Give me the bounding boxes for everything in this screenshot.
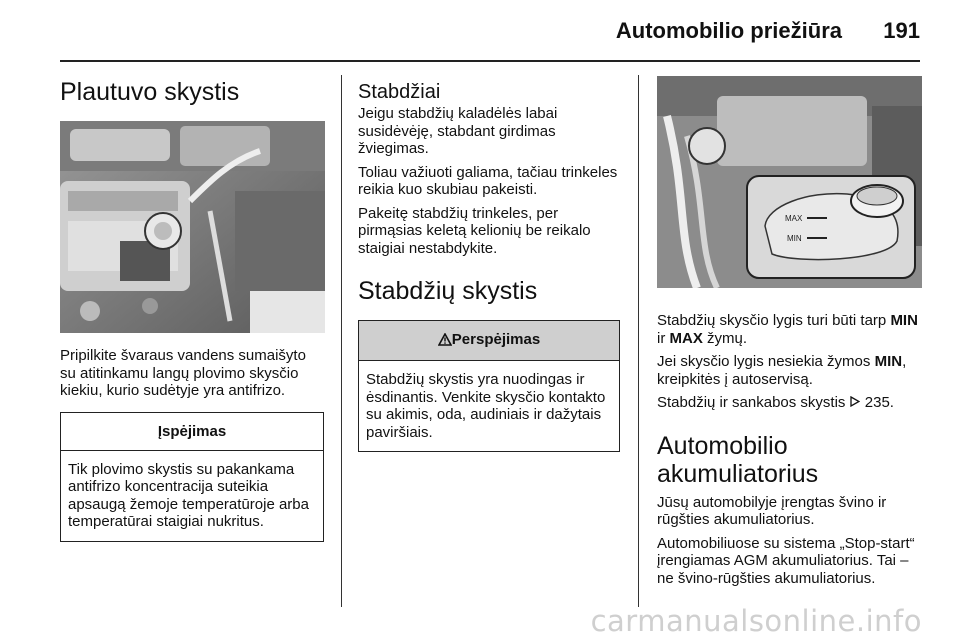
paragraph-brake-noise: Jeigu stabdžių kaladėlės labai susidėvėję, stabdant girdimas žviegimas. (358, 105, 558, 157)
notice-box (60, 412, 324, 542)
warning-body: Stabdžių skystis yra nuodingas ir ėsdinantis. Venkite skysčio kontakto su akimis, oda, audiniais ir dažytais paviršiais. (366, 371, 606, 441)
section-title-brake-fluid: Stabdžių skystis (358, 277, 538, 305)
notice-body: Tik plovimo skystis su pakankama antifrizo koncentracija suteikia apsaugą žemoje temperatūroje arba temperatūrai staigiai nukritus. (68, 460, 309, 530)
section-title-washer-fluid: Plautuvo skystis (60, 78, 240, 106)
running-header-title: Automobilio priežiūra (615, 18, 842, 43)
paragraph-fluid-ref (657, 394, 922, 412)
text-fluid-ref: Stabdžių ir sankabos skystis (657, 394, 850, 411)
page-reference-icon (850, 394, 861, 412)
text-below-pre: Jei skysčio lygis nesiekia žymos (657, 353, 875, 370)
brake-fluid-reservoir-photo (657, 76, 922, 288)
text-fluid-ref-page: 235. (860, 394, 894, 411)
warning-box (358, 320, 620, 452)
warning-header (359, 321, 619, 361)
section-title-battery: Automobilio akumuliatorius (657, 431, 819, 488)
paragraph-battery-type: Jūsų automobilyje įrengtas švino ir rūgšties akumuliatorius. (657, 493, 887, 528)
warning-title: Perspėjimas (451, 331, 541, 348)
paragraph-level-between (657, 312, 922, 347)
paragraph-battery-agm: Automobiliuose su sistema „Stop-start“ įrengiamas AGM akumuliatorius. Tai – ne švino-rūgšties akumuliatorius. (657, 534, 915, 587)
page-number: 191 (883, 18, 920, 43)
text-and: ir (657, 329, 670, 347)
column-brake-fluid-level (657, 76, 922, 587)
text-below-post: , kreipkitės į autoservisą. (657, 353, 907, 388)
text-marks: žymų. (702, 329, 748, 347)
paragraph-below-min (657, 353, 922, 388)
warning-triangle-icon (438, 333, 452, 350)
text-min-mark: MIN (890, 312, 918, 329)
diagram-label-min: MIN (787, 234, 802, 243)
column-brakes (358, 76, 620, 452)
paragraph-brake-bedding: Pakeitę stabdžių trinkeles, per pirmąsias keletą kelionių be reikalo staigiai nestabdykite. (358, 204, 591, 257)
column-washer-fluid (60, 76, 325, 542)
text-min-mark-2: MIN (874, 353, 903, 370)
column-divider-2 (638, 75, 639, 607)
paragraph-washer-intro: Pripilkite švaraus vandens sumaišyto su atitinkamu langų plovimo skysčio kiekiu, kurio sudėtyje yra antifrizo. (60, 347, 306, 399)
watermark: carmanualsonline.info (590, 604, 922, 638)
heading-brakes: Stabdžiai (358, 81, 441, 103)
notice-title: Įspėjimas (61, 413, 323, 451)
washer-reservoir-photo (60, 121, 325, 333)
text-max-mark: MAX (669, 329, 703, 347)
diagram-label-max: MAX (785, 214, 803, 223)
paragraph-brake-replace: Toliau važiuoti galiama, tačiau trinkeles reikia kuo skubiau pakeisti. (358, 163, 618, 198)
header-rule (60, 60, 920, 62)
text-level-pre: Stabdžių skysčio lygis turi būti tarp (657, 312, 887, 329)
column-divider-1 (341, 75, 342, 607)
